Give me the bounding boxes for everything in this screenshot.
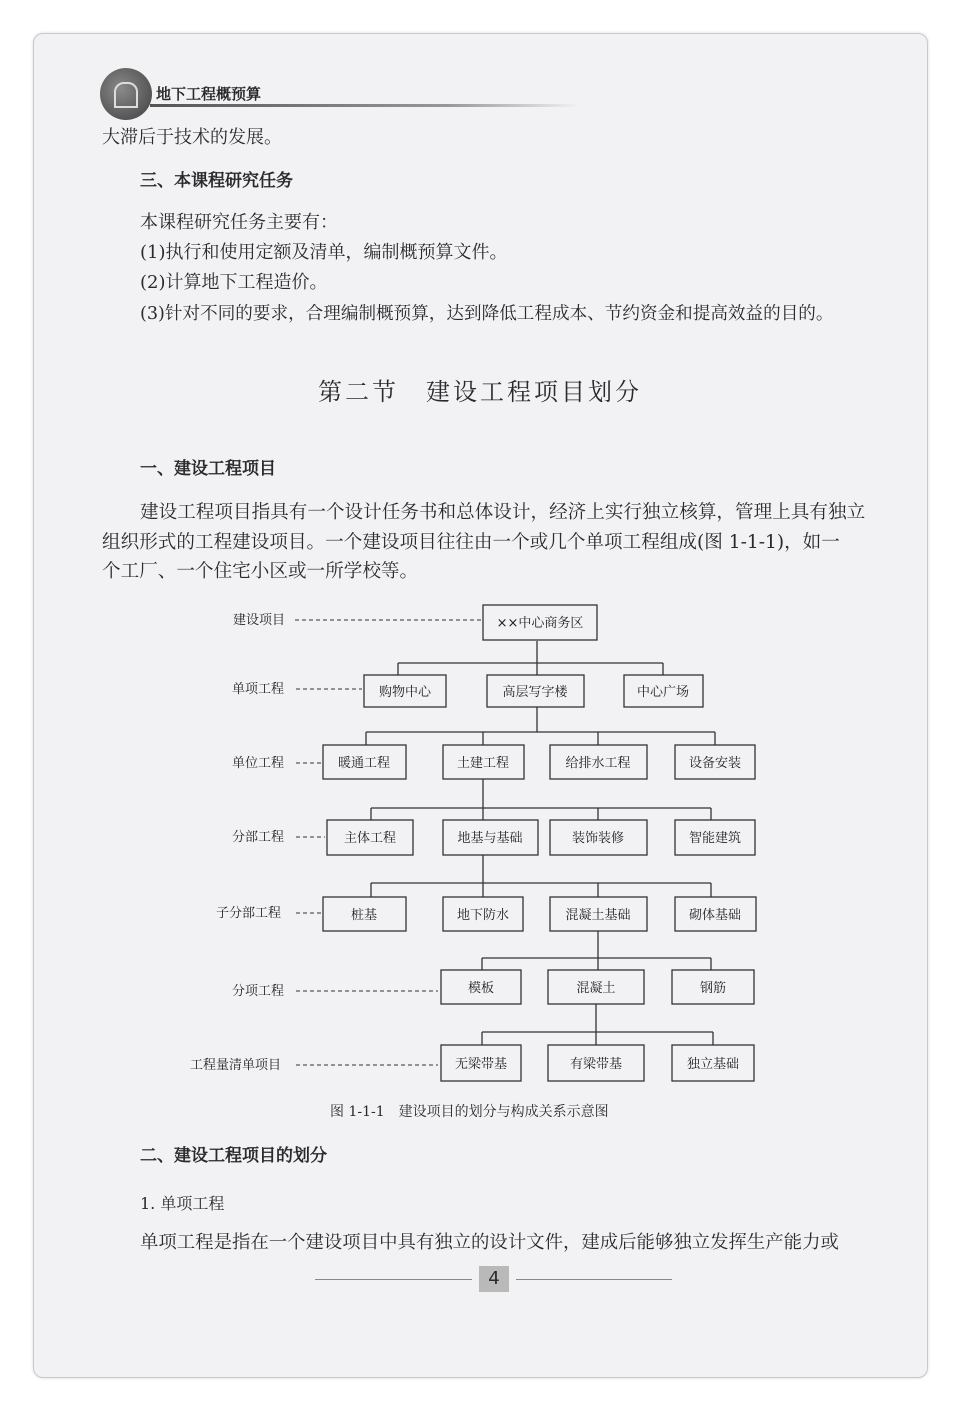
svg-text:有梁带基: 有梁带基 bbox=[569, 1057, 623, 1072]
node-sub-divisional bbox=[675, 897, 756, 931]
svg-text:中心广场: 中心广场 bbox=[636, 685, 690, 700]
subheading: 1. 单项工程 bbox=[140, 1194, 225, 1213]
svg-text:××中心商务区: ××中心商务区 bbox=[496, 616, 584, 631]
node-sub-item bbox=[548, 970, 644, 1004]
node-unit-project bbox=[550, 745, 647, 779]
level-label: 子分部工程 bbox=[216, 906, 282, 921]
footer-rule bbox=[315, 1279, 472, 1280]
node-bill-item bbox=[672, 1045, 754, 1081]
paragraph-text: 个工厂、一个住宅小区或一所学校等。 bbox=[102, 561, 419, 582]
level-label: 建设项目 bbox=[233, 613, 286, 628]
level-label: 单位工程 bbox=[232, 756, 285, 771]
node-single-project bbox=[364, 675, 446, 707]
level-label: 单项工程 bbox=[232, 682, 285, 697]
node-divisional bbox=[443, 820, 538, 855]
node-unit-project bbox=[443, 745, 524, 779]
list-item: (1)执行和使用定额及清单，编制概预算文件。 bbox=[140, 242, 508, 263]
svg-text:模板: 模板 bbox=[467, 981, 495, 996]
heading: 三、本课程研究任务 bbox=[140, 171, 293, 191]
node-root bbox=[483, 605, 597, 640]
section-title: 第二节 建设工程项目划分 bbox=[318, 378, 642, 406]
svg-text:暖通工程: 暖通工程 bbox=[337, 756, 391, 771]
svg-text:智能建筑: 智能建筑 bbox=[688, 831, 742, 846]
node-sub-item bbox=[672, 970, 754, 1004]
node-sub-divisional bbox=[550, 897, 647, 931]
footer-rule bbox=[516, 1279, 672, 1280]
svg-text:混凝土: 混凝土 bbox=[576, 981, 616, 996]
paragraph-text: 建设工程项目指具有一个设计任务书和总体设计，经济上实行独立核算，管理上具有独立 bbox=[140, 502, 866, 523]
node-sub-item bbox=[441, 970, 521, 1004]
node-unit-project bbox=[675, 745, 755, 779]
list-item: (3)针对不同的要求，合理编制概预算，达到降低工程成本、节约资金和提高效益的目的。 bbox=[140, 304, 834, 324]
node-unit-project bbox=[323, 745, 406, 779]
svg-text:设备安装: 设备安装 bbox=[688, 756, 742, 771]
paragraph-text: 大滞后于技术的发展。 bbox=[102, 127, 282, 148]
node-divisional bbox=[550, 820, 647, 855]
connector-lines bbox=[366, 641, 715, 1045]
svg-text:高层写字楼: 高层写字楼 bbox=[502, 685, 568, 700]
node-bill-item bbox=[548, 1045, 644, 1081]
svg-text:土建工程: 土建工程 bbox=[456, 756, 510, 771]
list-item: (2)计算地下工程造价。 bbox=[140, 272, 328, 293]
svg-text:给排水工程: 给排水工程 bbox=[565, 756, 631, 771]
node-sub-divisional bbox=[443, 897, 523, 931]
page-number: 4 bbox=[479, 1266, 509, 1292]
level-label: 工程量清单项目 bbox=[190, 1058, 282, 1073]
svg-text:桩基: 桩基 bbox=[350, 908, 378, 923]
svg-text:砌体基础: 砌体基础 bbox=[688, 908, 742, 923]
paragraph-text: 本课程研究任务主要有： bbox=[140, 212, 338, 233]
svg-text:地基与基础: 地基与基础 bbox=[457, 831, 523, 846]
svg-text:购物中心: 购物中心 bbox=[378, 685, 432, 700]
paragraph-text: 组织形式的工程建设项目。一个建设项目往往由一个或几个单项工程组成(图 1-1-1)，如一 bbox=[102, 532, 840, 553]
node-divisional bbox=[675, 820, 755, 855]
level-label: 分项工程 bbox=[232, 984, 285, 999]
running-header: 地下工程概预算 bbox=[156, 85, 262, 103]
figure-caption: 图 1-1-1 建设项目的划分与构成关系示意图 bbox=[330, 1104, 609, 1120]
svg-text:无梁带基: 无梁带基 bbox=[454, 1057, 508, 1072]
node-divisional bbox=[327, 820, 413, 855]
svg-text:混凝土基础: 混凝土基础 bbox=[565, 908, 631, 923]
svg-text:主体工程: 主体工程 bbox=[343, 831, 397, 846]
svg-text:独立基础: 独立基础 bbox=[686, 1057, 740, 1072]
heading: 二、建设工程项目的划分 bbox=[140, 1146, 327, 1166]
heading: 一、建设工程项目 bbox=[140, 459, 276, 479]
svg-text:装饰装修: 装饰装修 bbox=[571, 831, 625, 846]
node-single-project bbox=[624, 675, 703, 707]
node-single-project bbox=[487, 675, 584, 707]
paragraph-text: 单项工程是指在一个建设项目中具有独立的设计文件，建成后能够独立发挥生产能力或 bbox=[140, 1232, 839, 1253]
node-sub-divisional bbox=[323, 897, 406, 931]
node-bill-item bbox=[441, 1045, 521, 1081]
level-label: 分部工程 bbox=[232, 830, 285, 845]
svg-text:地下防水: 地下防水 bbox=[456, 908, 510, 923]
svg-text:钢筋: 钢筋 bbox=[699, 981, 727, 996]
